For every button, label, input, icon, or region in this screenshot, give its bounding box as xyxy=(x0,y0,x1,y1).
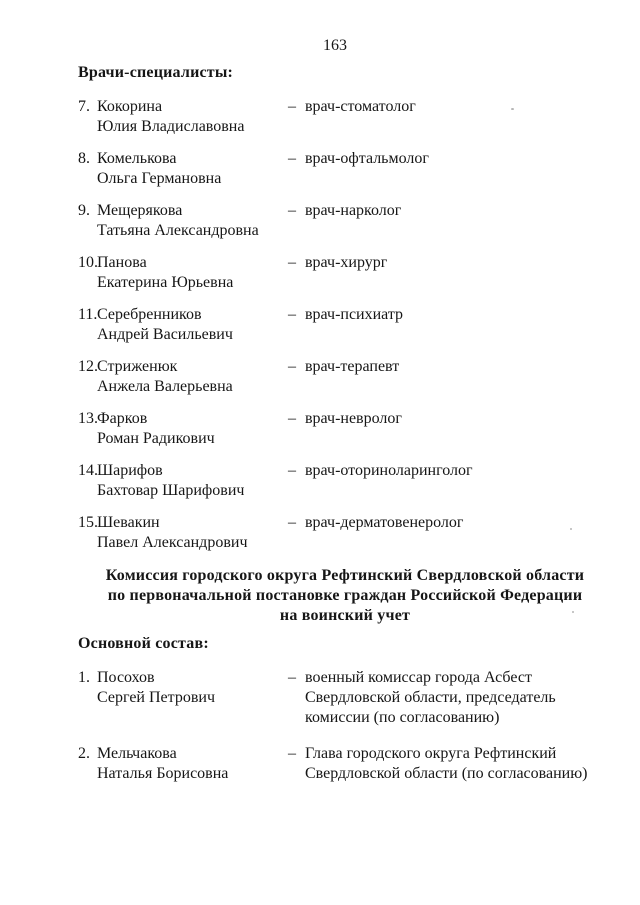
item-number: 11. xyxy=(78,306,98,323)
person-name xyxy=(97,201,288,241)
surname-line: Комелькова xyxy=(97,150,177,167)
specialty-role: врач-нарколог xyxy=(305,202,402,219)
doctor-row xyxy=(78,409,640,449)
item-number: 12. xyxy=(78,358,98,375)
surname-line: Мещерякова xyxy=(97,202,183,219)
dash-separator: – xyxy=(288,150,296,167)
item-number: 8. xyxy=(78,150,90,167)
specialty-role: врач-оториноларинголог xyxy=(305,462,473,479)
item-number: 14. xyxy=(78,462,98,479)
given-name-line: Татьяна Александровна xyxy=(97,222,259,239)
surname-line: Серебренников xyxy=(97,306,202,323)
doctor-row xyxy=(78,253,640,293)
given-name-line: Ольга Германовна xyxy=(97,170,222,187)
dash-separator: – xyxy=(288,202,296,219)
doctor-row xyxy=(78,149,640,189)
doctor-row xyxy=(78,305,640,345)
given-name-line: Екатерина Юрьевна xyxy=(97,274,234,291)
scan-artifact-dot xyxy=(572,611,574,613)
doctors-section-heading: Врачи-специалисты: xyxy=(78,64,234,81)
person-name xyxy=(97,357,288,397)
commission-title-line: на воинский учет xyxy=(279,607,411,624)
person-name xyxy=(97,744,288,784)
scan-artifact-dot xyxy=(511,108,514,110)
given-name-line: Бахтовар Шарифович xyxy=(97,482,245,499)
dash-separator: – xyxy=(288,358,296,375)
dash-separator: – xyxy=(288,98,296,115)
given-name-line: Павел Александрович xyxy=(97,534,248,551)
item-number: 7. xyxy=(78,98,90,115)
item-number: 10. xyxy=(78,254,98,271)
doctor-row xyxy=(78,461,640,501)
given-name-line: Юлия Владиславовна xyxy=(97,118,245,135)
person-name xyxy=(97,253,288,293)
commission-title-line: по первоначальной постановке граждан Российской Федерации xyxy=(107,587,583,604)
commission-member-row xyxy=(78,744,640,784)
doctor-row xyxy=(78,97,640,137)
dash-separator: – xyxy=(288,462,296,479)
surname-line: Шевакин xyxy=(97,514,160,531)
item-number: 1. xyxy=(78,669,90,686)
person-name xyxy=(97,668,288,708)
doctor-row xyxy=(78,201,640,241)
person-name xyxy=(97,149,288,189)
specialty-role: врач-терапевт xyxy=(305,358,400,375)
surname-line: Панова xyxy=(97,254,147,271)
item-number: 9. xyxy=(78,202,90,219)
surname-line: Шарифов xyxy=(97,462,163,479)
given-name-line: Анжела Валерьевна xyxy=(97,378,233,395)
dash-separator: – xyxy=(288,745,296,762)
specialty-role: врач-дерматовенеролог xyxy=(305,514,464,531)
specialty-role: врач-офтальмолог xyxy=(305,150,429,167)
doctor-row xyxy=(78,357,640,397)
person-name xyxy=(97,513,288,553)
person-name xyxy=(97,461,288,501)
item-number: 15. xyxy=(78,514,98,531)
doctor-row xyxy=(78,513,640,553)
dash-separator: – xyxy=(288,514,296,531)
person-name xyxy=(97,409,288,449)
specialty-role: врач-невролог xyxy=(305,410,402,427)
person-name xyxy=(97,97,288,137)
specialty-role: врач-стоматолог xyxy=(305,98,416,115)
given-name-line: Наталья Борисовна xyxy=(97,765,229,782)
commission-member-row xyxy=(78,668,640,728)
scan-artifact-dot xyxy=(570,528,572,530)
member-role: Глава городского округа Рефтинский Свердловской области (по согласованию) xyxy=(305,745,588,782)
dash-separator: – xyxy=(288,410,296,427)
person-name xyxy=(97,305,288,345)
surname-line: Фарков xyxy=(97,410,148,427)
dash-separator: – xyxy=(288,254,296,271)
given-name-line: Роман Радикович xyxy=(97,430,215,447)
commission-title-line: Комиссия городского округа Рефтинский Свердловской области xyxy=(105,567,585,584)
page-number: 163 xyxy=(323,37,347,54)
commission-title xyxy=(95,566,595,626)
dash-separator: – xyxy=(288,306,296,323)
surname-line: Мельчакова xyxy=(97,745,177,762)
item-number: 13. xyxy=(78,410,98,427)
surname-line: Кокорина xyxy=(97,98,163,115)
surname-line: Стриженюк xyxy=(97,358,178,375)
specialty-role: врач-хирург xyxy=(305,254,388,271)
given-name-line: Андрей Васильевич xyxy=(97,326,233,343)
composition-heading: Основной состав: xyxy=(78,635,209,652)
surname-line: Посохов xyxy=(97,669,155,686)
given-name-line: Сергей Петрович xyxy=(97,689,215,706)
member-role: военный комиссар города Асбест Свердловской области, председатель комиссии (по согласованию) xyxy=(305,669,556,726)
item-number: 2. xyxy=(78,745,90,762)
dash-separator: – xyxy=(288,669,296,686)
specialty-role: врач-психиатр xyxy=(305,306,404,323)
